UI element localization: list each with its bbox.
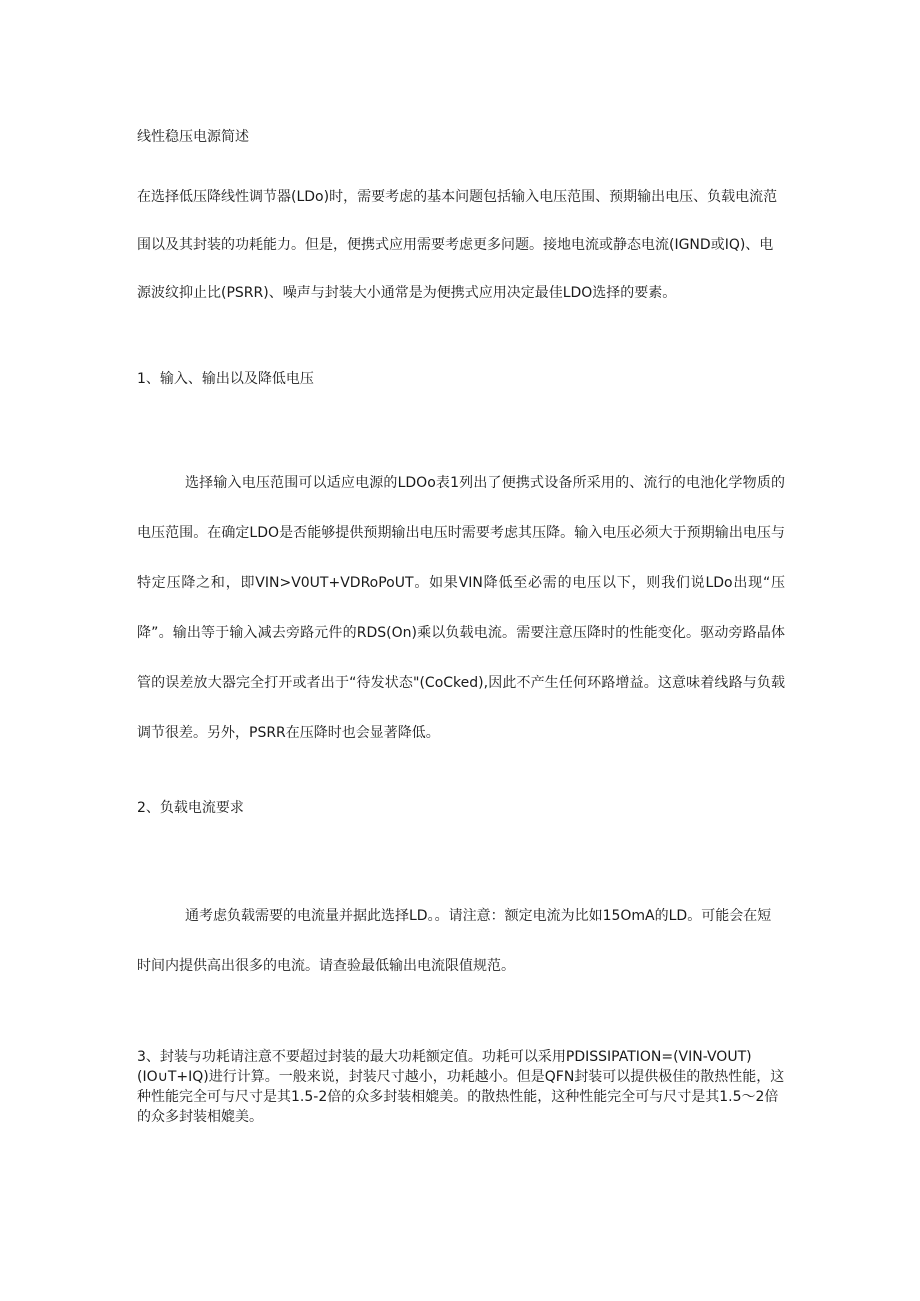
section-3-paragraph: 3、封装与功耗请注意不要超过封装的最大功耗额定值。功耗可以采用PDISSIPATION=(VIN-VOUT)(IO∪T+IQ)进行计算。一般来说，封装尺寸越小，功耗越小。但是QFN封装可以提供极佳的散热性能，这种性能完全可与尺寸是其1.5-2倍的众多封装相媲美。的散热性能，这种性能完全可与尺寸是其1.5～2倍的众多封装相媲美。 [137,1049,785,1125]
section-2-body: 通考虑负载需要的电流量并据此选择LD。。请注意：额定电流为比如15OmA的LD。可能会在短时间内提供高出很多的电流。请查验最低输出电流限值规范。 [137,908,772,974]
section-1-body: 选择输入电压范围可以适应电源的LDOo表1列出了便携式设备所采用的、流行的电池化学物质的电压范围。在确定LDO是否能够提供预期输出电压时需要考虑其压降。输入电压必须大于预期输出电压与特定压降之和，即VIN>V0UT+VDRoPoUT。如果VIN降低至必需的电压以下，则我们说LDo出现“压降”。输出等于输入减去旁路元件的RDS(On)乘以负载电流。需要注意压降时的性能变化。驱动旁路晶体管的误差放大器完全打开或者出于“待发状态"(CoCked),因此不产生任何环路增益。这意味着线路与负载调节很差。另外，PSRR在压降时也会显著降低。 [137,475,785,741]
document-title: 线性稳压电源简述 [137,129,249,145]
section-1-heading: 1、输入、输出以及降低电压 [137,371,314,387]
intro-paragraph: 在选择低压降线性调节器(LDo)时，需要考虑的基本问题包括输入电压范围、预期输出电压、负载电流范围以及其封装的功耗能力。但是，便携式应用需要考虑更多问题。接地电流或静态电流(IGND或IQ)、电源波纹抑止比(PSRR)、噪声与封装大小通常是为便携式应用决定最佳LDO选择的要素。 [137,189,778,301]
section-2-heading: 2、负载电流要求 [137,800,244,816]
